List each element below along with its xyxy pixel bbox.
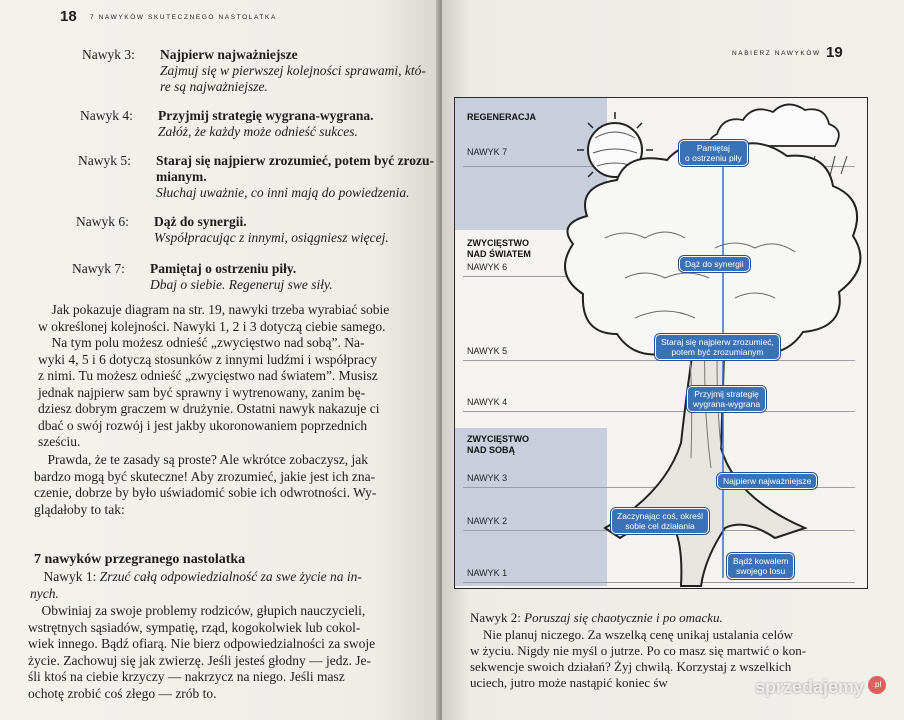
level-label: NAWYK 3 (467, 473, 508, 483)
right-page (442, 0, 904, 720)
habit-desc: re są najważniejsze. (160, 79, 268, 94)
habit-title: Najpierw najważniejsze (160, 47, 298, 62)
callout-habit-5: Staraj się najpierw zrozumieć, potem być zrozumianym (655, 334, 780, 360)
habit-label: Nawyk 3: (82, 47, 135, 62)
body-paragraph (30, 569, 362, 586)
level-label: NAWYK 6 (467, 262, 508, 272)
level-label: NAWYK 1 (467, 568, 508, 578)
habit-desc: Zajmuj się w pierwszej kolejności sprawami, któ- (160, 63, 426, 78)
watermark-badge: .pl (868, 676, 886, 694)
band-title: REGENERACJA (467, 112, 537, 122)
habit-title: Przyjmij strategię wygrana-wygrana. (158, 108, 374, 123)
callout-habit-4: Przyjmij strategię wygrana-wygrana (687, 386, 766, 412)
running-head-right: NABIERZ NAWYKÓW (732, 50, 821, 57)
habits-tree-diagram (454, 97, 868, 589)
caption-line (470, 610, 723, 626)
habit-desc: Dbaj o siebie. Regeneruj swe siły. (150, 277, 333, 292)
habit-desc: Współpracując z innymi, osiągniesz więcej. (154, 230, 389, 245)
habit-label: Nawyk 2: (470, 610, 521, 625)
body-paragraph: Prawda, że te zasady są proste? Ale wkrótce zobaczysz, jak bardzo mogą być skuteczne! Aby zrozumieć, jakie jest ich zna- czenie, dobrze by było uświadomić sobie ich odwrotności. Wy- glądałoby to tak: (34, 452, 377, 517)
left-page (0, 0, 440, 720)
callout-habit-6: Dąż do synergii (679, 256, 750, 272)
body-paragraph: Nie planuj niczego. Za wszelką cenę unikaj ustalania celów w życiu. Nigdy nie myśl o jutrze. Po co masz się martwić o kon- sekwencje swoich działań? Żyj chwilą. Korzystaj z wszelkich uciech, jutro może nastąpić koniec św (470, 627, 807, 690)
habit-desc: Poruszaj się chaotycznie i po omacku. (520, 610, 723, 625)
body-paragraph: nych. (30, 586, 59, 601)
watermark-logo: sprzedajemy (754, 677, 864, 697)
habit-label: Nawyk 4: (80, 108, 133, 123)
habit-desc: Załóż, że każdy może odnieść sukces. (158, 124, 358, 139)
band-title: ZWYCIĘSTWO NAD SOBĄ (467, 434, 529, 455)
level-label: NAWYK 4 (467, 397, 508, 407)
body-paragraph: Jak pokazuje diagram na str. 19, nawyki trzeba wyrabiać sobie w określonej kolejności. Nawyki 1, 2 i 3 dotyczą ciebie samego. Na tym polu możesz odnieść „zwycięstwo nad sobą”. Na- wyki 4, 5 i 6 dotyczą stosunków z innymi ludźmi i współpracy z nimi. Tu możesz odnieść „zwycięstwo nad światem”. Musisz jednak najpierw sam być sprawny i wytrenowany, zanim bę- dziesz dobrym graczem w drużynie. Ostatni nawyk nakazuje ci dbać o swój rozwój i jest jakby ukoronowaniem poprzednich sześciu. (38, 302, 390, 449)
habit-label: Nawyk 5: (78, 153, 131, 168)
habit-desc: Zrzuć całą odpowiedzialność za swe życie na in- (96, 569, 362, 584)
habit-label: Nawyk 6: (76, 214, 129, 229)
habit-label: Nawyk 1: (30, 569, 97, 584)
habit-title: Dąż do synergii. (154, 214, 247, 229)
level-label: NAWYK 5 (467, 346, 508, 356)
body-paragraph: Obwiniaj za swoje problemy rodziców, głupich nauczycieli, wstrętnych sąsiadów, sympatię, rząd, kogokolwiek lub cokol- wiek innego. Bądź ofiarą. Nie bierz odpowiedzialności za swoje życie. Zachowuj się jak zwierzę. Jeśli jesteś głodny — jedz. Je- śli ktoś na ciebie krzyczy — nakrzycz na niego. Jeśli masz ochotę zrobić coś złego — zrób to. (28, 603, 376, 701)
level-label: NAWYK 2 (467, 516, 508, 526)
page-number-right: 19 (826, 44, 843, 61)
page-number-left: 18 (60, 8, 77, 25)
habit-label: Nawyk 7: (72, 261, 125, 276)
callout-habit-2: Zaczynając coś, określ sobie cel działania (611, 508, 709, 534)
habit-title: Staraj się najpierw zrozumieć, potem być zrozu- mianym. (156, 153, 435, 184)
section-title: 7 nawyków przegranego nastolatka (34, 552, 246, 567)
habit-desc: Słuchaj uważnie, co inni mają do powiedzenia. (156, 185, 410, 200)
level-label: NAWYK 7 (467, 147, 508, 157)
band-title: ZWYCIĘSTWO NAD ŚWIATEM (467, 238, 531, 259)
running-head-left: 7 NAWYKÓW SKUTECZNEGO NASTOLATKA (90, 14, 277, 21)
callout-habit-3: Najpierw najważniejsze (717, 473, 817, 489)
habit-title: Pamiętaj o ostrzeniu piły. (150, 261, 297, 276)
callout-habit-7: Pamiętaj o ostrzeniu piły (679, 140, 748, 166)
callout-habit-1: Bądź kowalem swojego losu (727, 553, 794, 579)
